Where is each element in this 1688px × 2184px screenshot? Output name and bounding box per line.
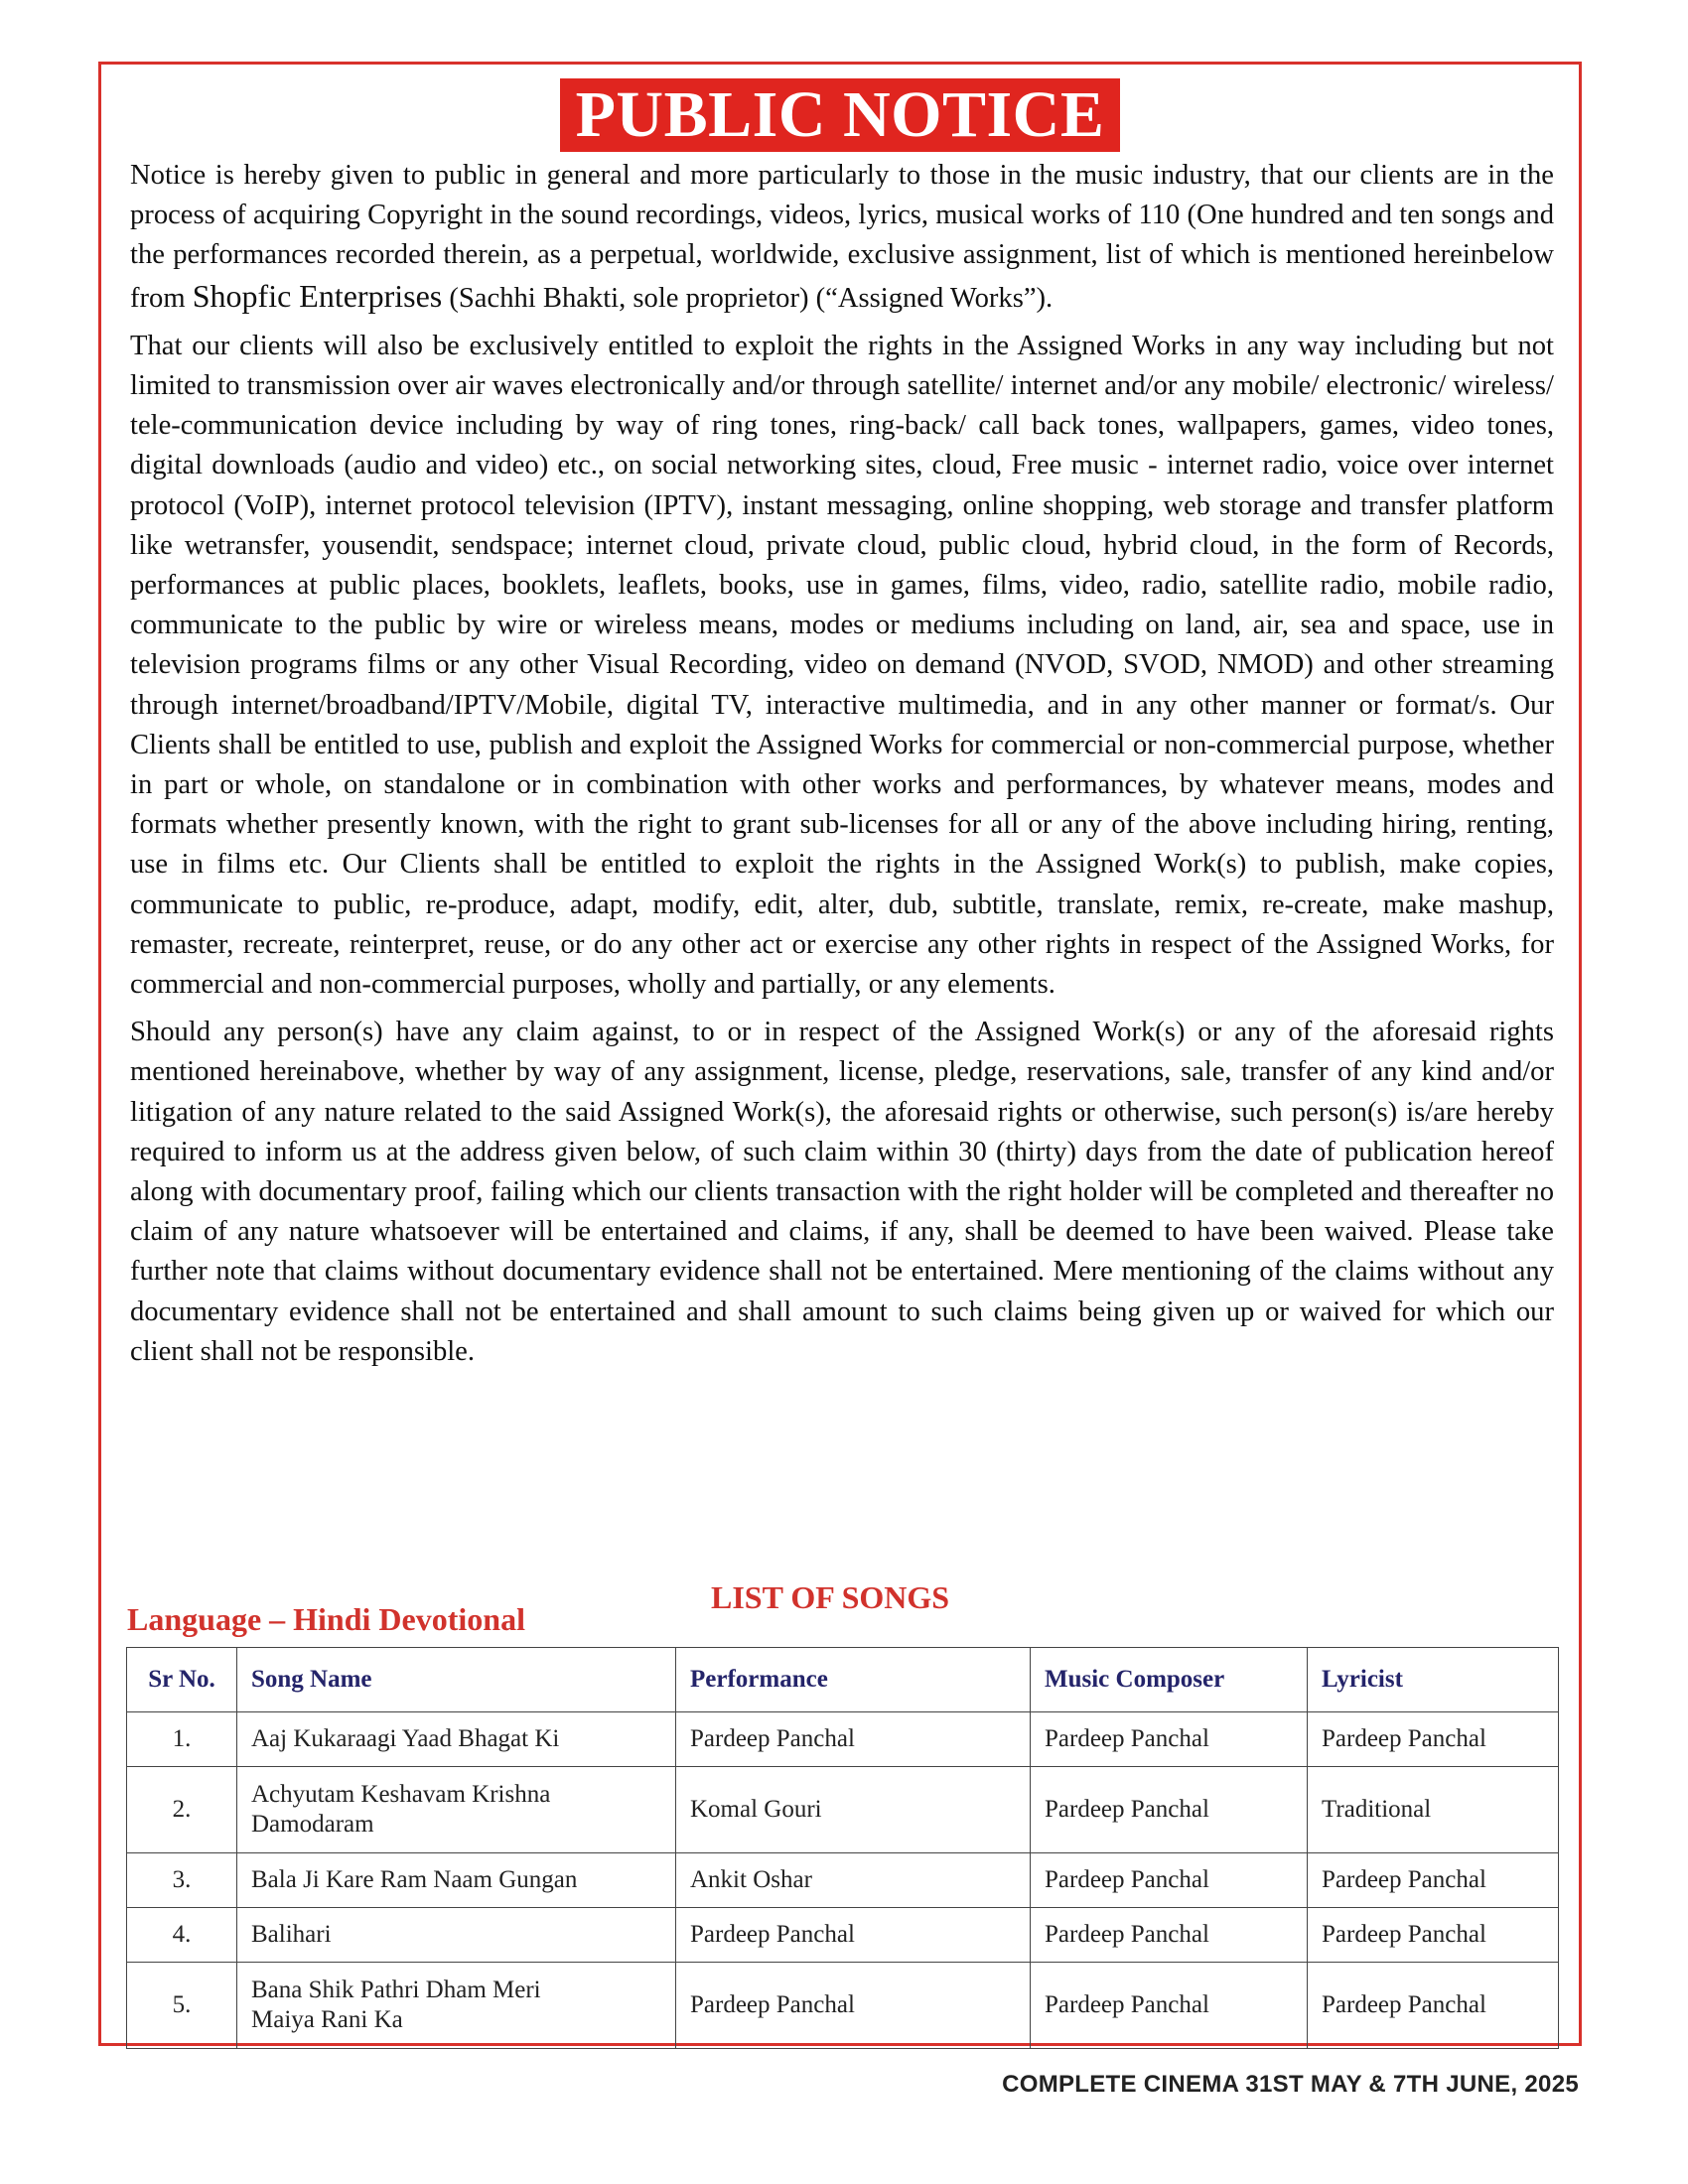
cell-sr: 1. [127,1712,237,1767]
cell-sr: 2. [127,1767,237,1853]
cell-performance: Ankit Oshar [676,1853,1031,1908]
cell-song [237,1767,676,1853]
notice-paragraph-1 [130,156,1554,319]
title-banner-wrap [101,78,1579,152]
song-line-1: Achyutam Keshavam Krishna [251,1781,551,1808]
header-lyricist: Lyricist [1308,1648,1559,1712]
song-line-2: Damodaram [251,1811,374,1838]
header-performance: Performance [676,1648,1031,1712]
language-label: Language – Hindi Devotional [127,1601,525,1637]
notice-body [130,156,1554,1380]
cell-lyricist: Pardeep Panchal [1308,1908,1559,1963]
cell-composer: Pardeep Panchal [1031,1963,1308,2049]
notice-paragraph-2: That our clients will also be exclusively entitled to exploit the rights in the Assigned Works in any way including but not limited to transmission over air waves electronically and/or through satellite/ internet and/or any mobile/ electronic/ wireless/ tele-communication device including by way of ring tones, ring-back/ call back tones, wallpapers, games, video tones, digital downloads (audio and video) etc., on social networking sites, cloud, Free music - internet radio, voice over internet protocol (VoIP), internet protocol television (IPTV), instant messaging, online shopping, web storage and transfer platform like wetransfer, yousendit, sendspace; internet cloud, private cloud, public cloud, hybrid cloud, in the form of Records, performances at public places, booklets, leaflets, books, use in games, films, video, radio, satellite radio, mobile radio, communicate to the public by wire or wireless means, modes or mediums including on land, air, sea and space, use in television programs films or any other Visual Recording, video on demand (NVOD, SVOD, NMOD) and other streaming through internet/broadband/IPTV/Mobile, digital TV, interactive multimedia, and in any other manner or format/s. Our Clients shall be entitled to use, publish and exploit the Assigned Works for commercial or non-commercial purpose, whether in part or whole, on standalone or in combination with other works and performances, by whatever means, modes and formats whether presently known, with the right to grant sub-licenses for all or any of the above including hiring, renting, use in films etc. Our Clients shall be entitled to exploit the rights in the Assigned Work(s) to publish, make copies, communicate to public, re-produce, adapt, modify, edit, alter, dub, subtitle, translate, remix, re-create, make mashup, remaster, recreate, reinterpret, reuse, or do any other act or exercise any other rights in respect of the Assigned Works, for commercial and non-commercial purposes, wholly and partially, or any elements. [130,330,1554,1001]
cell-composer: Pardeep Panchal [1031,1853,1308,1908]
cell-song: Bala Ji Kare Ram Naam Gungan [237,1853,676,1908]
songs-table [126,1647,1559,2049]
cell-lyricist: Traditional [1308,1767,1559,1853]
cell-performance: Komal Gouri [676,1767,1031,1853]
cell-composer: Pardeep Panchal [1031,1908,1308,1963]
song-line-2: Maiya Rani Ka [251,2006,403,2033]
cell-lyricist: Pardeep Panchal [1308,1853,1559,1908]
table-row [127,1908,1559,1963]
company-name: Shopfic Enterprises [192,277,443,314]
list-of-songs-title: LIST OF SONGS [711,1579,950,1615]
cell-song [237,1963,676,2049]
cell-song: Aaj Kukaraagi Yaad Bhagat Ki [237,1712,676,1767]
cell-sr: 3. [127,1853,237,1908]
header-sr-no: Sr No. [127,1648,237,1712]
notice-paragraph-3: Should any person(s) have any claim against, to or in respect of the Assigned Work(s) or any of the aforesaid rights mentioned hereinabove, whether by way of any assignment, license, pledge, reservations, sale, transfer of any kind and/or litigation of any nature related to the said Assigned Work(s), the aforesaid rights or otherwise, such person(s) is/are hereby required to inform us at the address given below, of such claim within 30 (thirty) days from the date of publication hereof along with documentary proof, failing which our clients transaction with the right holder will be completed and thereafter no claim of any nature whatsoever will be entertained and claims, if any, shall be deemed to have been waived. Please take further note that claims without documentary evidence shall not be entertained. Mere mentioning of the claims without any documentary evidence shall not be entertained and shall amount to such claims being given up or waived for which our client shall not be responsible. [130,1017,1554,1367]
cell-composer: Pardeep Panchal [1031,1767,1308,1853]
cell-sr: 4. [127,1908,237,1963]
paragraph-1-start: Notice is hereby given to public in general and more particularly to those in the music industry, that our clients are in the process of acquiring Copyright in the sound recordings, videos, lyrics, musical works of 110 (One hundred and ten songs and the performances recorded therein, as a perpetual, worldwide, exclusive assignment, list of which is mentioned hereinbelow from [130,160,1554,314]
publication-footer: COMPLETE CINEMA 31ST MAY & 7TH JUNE, 2025 [1002,2071,1579,2098]
table-header-row [127,1648,1559,1712]
table-row [127,1963,1559,2049]
cell-song: Balihari [237,1908,676,1963]
paragraph-1-end: (Sachhi Bhakti, sole proprietor) (“Assigned Works”). [442,282,1054,314]
public-notice-title: PUBLIC NOTICE [560,78,1121,152]
cell-composer: Pardeep Panchal [1031,1712,1308,1767]
cell-performance: Pardeep Panchal [676,1712,1031,1767]
cell-lyricist: Pardeep Panchal [1308,1963,1559,2049]
notice-frame [98,62,1582,2046]
cell-sr: 5. [127,1963,237,2049]
table-row [127,1853,1559,1908]
table-row [127,1712,1559,1767]
header-song-name: Song Name [237,1648,676,1712]
cell-lyricist: Pardeep Panchal [1308,1712,1559,1767]
cell-performance: Pardeep Panchal [676,1963,1031,2049]
cell-performance: Pardeep Panchal [676,1908,1031,1963]
table-row [127,1767,1559,1853]
header-music-composer: Music Composer [1031,1648,1308,1712]
song-line-1: Bana Shik Pathri Dham Meri [251,1977,541,2003]
